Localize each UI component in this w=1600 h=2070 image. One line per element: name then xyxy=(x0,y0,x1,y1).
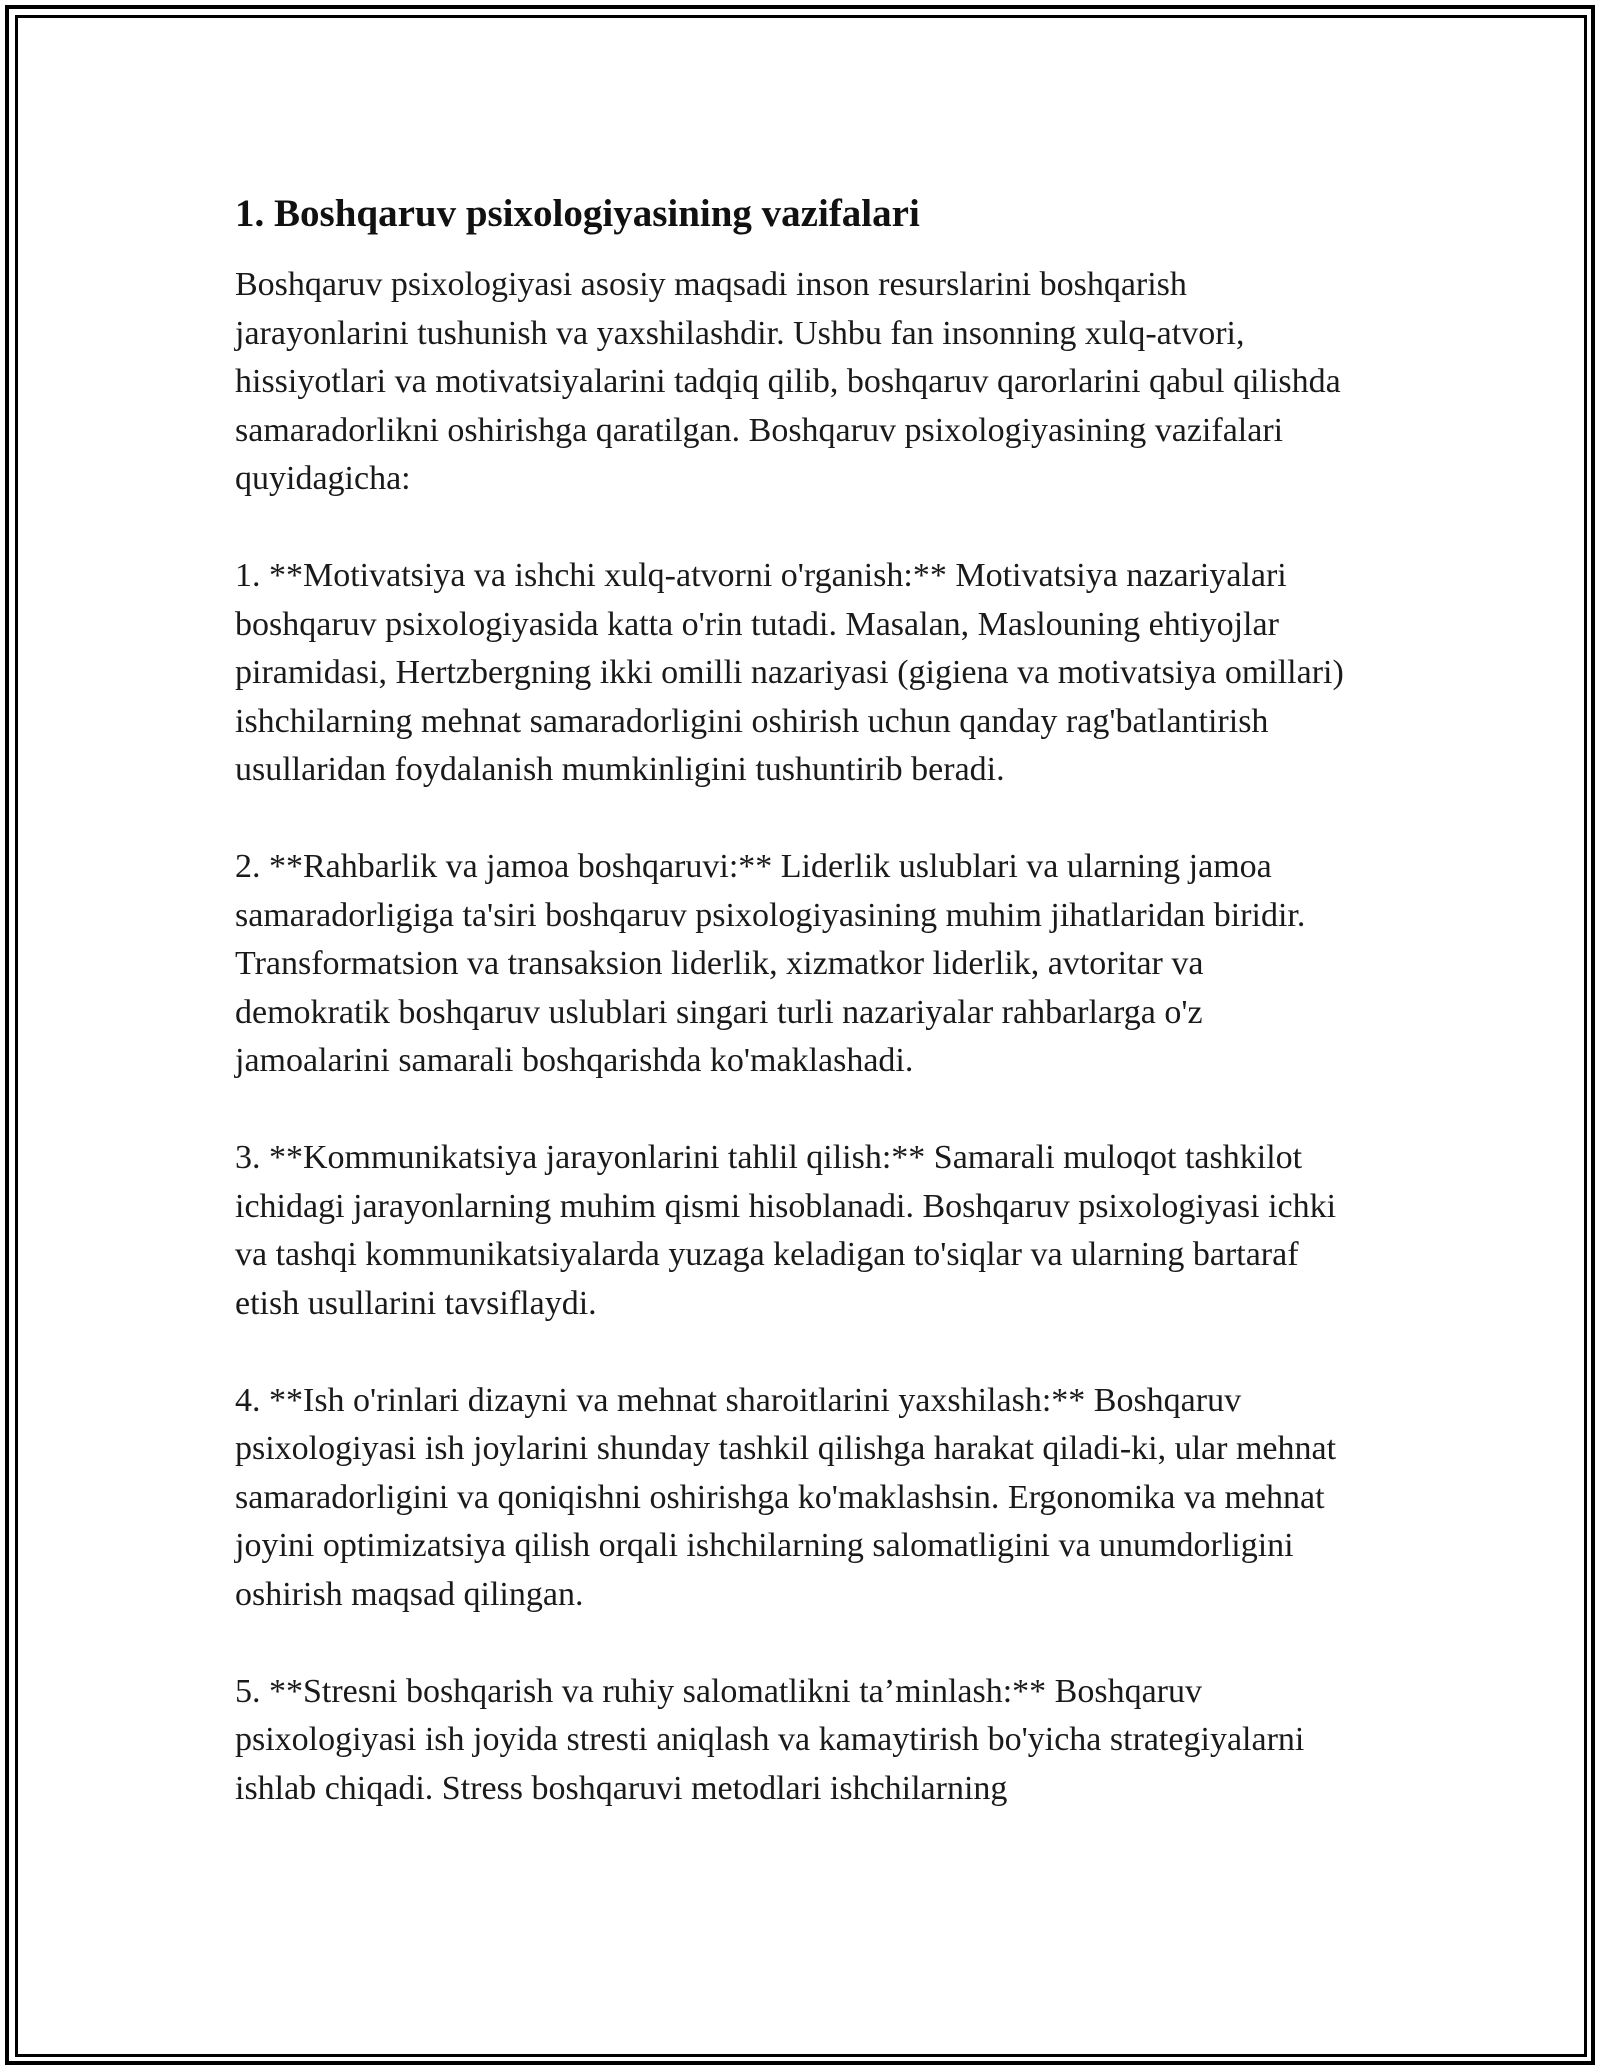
list-item-communication: 3. **Kommunikatsiya jarayonlarini tahlil qilish:** Samarali muloqot tashkilot ichidagi jarayonlarning muhim qismi hisoblanadi. Boshqaruv psixologiyasi ichki va tashqi kommunikatsiyalarda yuzaga keladigan to'siqlar va ularning bartaraf etish usullarini tavsiflaydi. xyxy=(235,1139,1337,1322)
list-item-stress-management: 5. **Stresni boshqarish va ruhiy salomatlikni ta’minlash:** Boshqaruv psixologiyasi ish joyida stresti aniqlash va kamaytirish bo'yicha strategiyalarni ishlab chiqadi. Stress boshqaruvi metodlari ishchilarning xyxy=(235,1672,1305,1807)
intro-paragraph: Boshqaruv psixologiyasi asosiy maqsadi inson resurslarini boshqarish jarayonlarini tushunish va yaxshilashdir. Ushbu fan insonning xulq-atvori, hissiyotlari va motivatsiyalarini tadqiq qilib, boshqaruv qarorlarini qabul qilishda samaradorlikni oshirishga qaratilgan. Boshqaruv psixologiyasining vazifalari quyidagicha: xyxy=(235,266,1341,497)
list-item-leadership: 2. **Rahbarlik va jamoa boshqaruvi:** Liderlik uslublari va ularning jamoa samaradorligiga ta'siri boshqaruv psixologiyasining muhim jihatlaridan biridir. Transformatsion va transaksion liderlik, xizmatkor liderlik, avtoritar va demokratik boshqaruv uslublari singari turli nazariyalar rahbarlarga o'z jamoalarini samarali boshqarishda ko'maklashadi. xyxy=(235,848,1306,1079)
section-heading: 1. Boshqaruv psixologiyasining vazifalari xyxy=(235,192,920,235)
list-item-workplace-design: 4. **Ish o'rinlari dizayni va mehnat sharoitlarini yaxshilash:** Boshqaruv psixologiyasi ish joylarini shunday tashkil qilishga harakat qiladi-ki, ular mehnat samaradorligini va qoniqishni oshirishga ko'maklashsin. Ergonomika va mehnat joyini optimizatsiya qilish orqali ishchilarning salomatligini va unumdorligini oshirish maqsad qilingan. xyxy=(235,1381,1337,1613)
list-item-motivation: 1. **Motivatsiya va ishchi xulq-atvorni o'rganish:** Motivatsiya nazariyalari boshqaruv psixologiyasida katta o'rin tutadi. Masalan, Maslouning ehtiyojlar piramidasi, Hertzbergning ikki omilli nazariyasi (gigiena va motivatsiya omillari) ishchilarning mehnat samaradorligini oshirish uchun qanday rag'batlantirish usullaridan foydalanish mumkinligini tushuntirib beradi. xyxy=(235,557,1344,788)
document-body xyxy=(235,188,1365,1862)
